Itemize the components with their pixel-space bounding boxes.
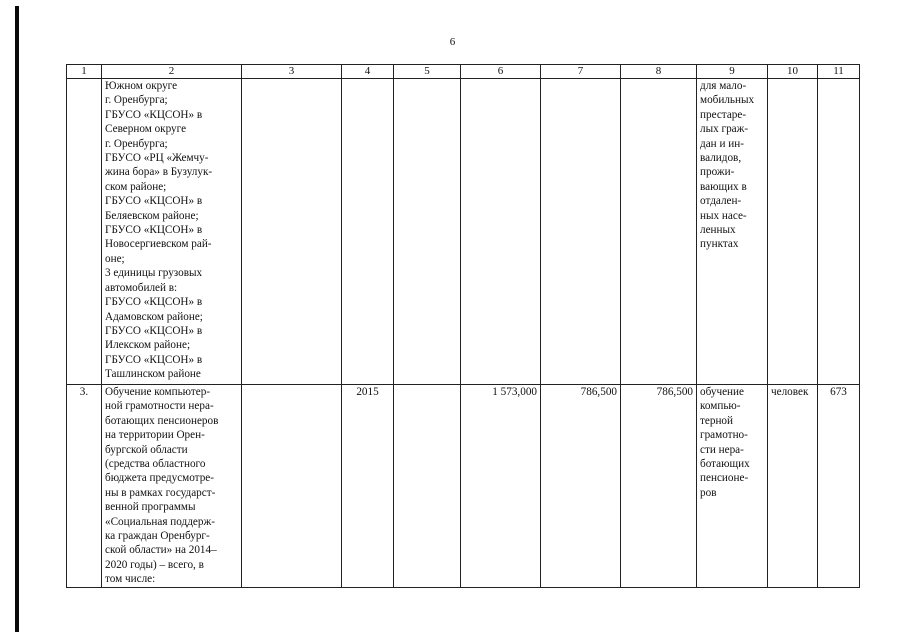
cell-text-line: на территории Орен- bbox=[105, 429, 205, 442]
cell-text-line: ГБУСО «РЦ «Жемчу- bbox=[105, 152, 209, 165]
cell-text-line: вающих в bbox=[700, 180, 747, 193]
cell bbox=[342, 79, 394, 385]
table-header-row bbox=[67, 65, 860, 79]
cell-text-line: ной грамотности нера- bbox=[105, 400, 214, 413]
cell-text-line: лых граж- bbox=[700, 123, 749, 136]
cell bbox=[242, 385, 342, 588]
table-row bbox=[67, 79, 860, 385]
cell-text-line: Адамовском районе; bbox=[105, 310, 203, 323]
cell-description bbox=[102, 385, 242, 588]
cell-text-line: обучение bbox=[700, 386, 744, 398]
page-number: 6 bbox=[449, 36, 456, 48]
cell-text-line: грамотно- bbox=[700, 429, 748, 442]
cell-text-line: 3 единицы грузовых bbox=[105, 267, 203, 280]
cell-unit: человек bbox=[768, 385, 818, 588]
cell-quantity: 673 bbox=[818, 385, 860, 588]
column-header: 9 bbox=[697, 65, 768, 79]
cell-text-line: пенсионе- bbox=[700, 472, 749, 485]
cell-text-line: Беляевском районе; bbox=[105, 209, 199, 222]
column-header: 2 bbox=[102, 65, 242, 79]
cell-text-line: Южном округе bbox=[105, 80, 178, 92]
cell bbox=[394, 79, 461, 385]
cell bbox=[621, 79, 697, 385]
cell-text-line: (средства областного bbox=[105, 458, 206, 471]
cell-text-line: «Социальная поддерж- bbox=[105, 515, 215, 528]
cell-purpose bbox=[697, 79, 768, 385]
cell bbox=[242, 79, 342, 385]
cell-text-line: ГБУСО «КЦСОН» в bbox=[105, 296, 203, 309]
cell-year: 2015 bbox=[342, 385, 394, 588]
cell bbox=[394, 385, 461, 588]
column-header: 3 bbox=[242, 65, 342, 79]
cell-text-line: жина бора» в Бузулук- bbox=[105, 166, 213, 179]
cell-amount: 786,500 bbox=[541, 385, 621, 588]
cell-number: 3. bbox=[67, 385, 102, 588]
column-header: 1 bbox=[67, 65, 102, 79]
cell-text-line: Новосергиевском рай- bbox=[105, 238, 212, 251]
cell-text-line: автомобилей в: bbox=[105, 281, 178, 294]
column-header: 5 bbox=[394, 65, 461, 79]
column-header: 6 bbox=[461, 65, 541, 79]
cell-amount: 786,500 bbox=[621, 385, 697, 588]
column-header: 7 bbox=[541, 65, 621, 79]
cell-text-line: ской области» на 2014– bbox=[105, 544, 217, 557]
cell-text-line: том числе: bbox=[105, 573, 156, 586]
cell-text-line: ных насе- bbox=[700, 209, 747, 222]
scan-binding-edge bbox=[15, 6, 19, 632]
cell-text-line: дан и ин- bbox=[700, 137, 744, 150]
cell-text-line: мобильных bbox=[700, 94, 755, 107]
cell-text-line: ГБУСО «КЦСОН» в bbox=[105, 324, 203, 337]
cell-text-line: отдален- bbox=[700, 195, 742, 208]
cell-text-line: ботающих bbox=[700, 458, 750, 471]
column-header: 8 bbox=[621, 65, 697, 79]
cell-text-line: терной bbox=[700, 414, 734, 427]
cell-text-line: венной программы bbox=[105, 501, 196, 514]
cell-text-line: г. Оренбурга; bbox=[105, 94, 168, 107]
cell-text-line: сти нера- bbox=[700, 443, 744, 456]
table-row bbox=[67, 385, 860, 588]
cell-text-line: Обучение компьютер- bbox=[105, 386, 211, 398]
column-header: 10 bbox=[768, 65, 818, 79]
column-header: 11 bbox=[818, 65, 860, 79]
cell-text-line: оне; bbox=[105, 252, 125, 265]
cell-description bbox=[102, 79, 242, 385]
cell bbox=[768, 79, 818, 385]
cell-number bbox=[67, 79, 102, 385]
data-table bbox=[66, 64, 860, 588]
cell-text-line: ка граждан Оренбург- bbox=[105, 530, 210, 543]
cell-text-line: Илекском районе; bbox=[105, 339, 191, 352]
cell-text-line: валидов, bbox=[700, 152, 742, 165]
column-header: 4 bbox=[342, 65, 394, 79]
cell-text-line: пунктах bbox=[700, 238, 739, 251]
cell-text-line: ском районе; bbox=[105, 180, 167, 193]
cell-text-line: бургской области bbox=[105, 443, 188, 456]
cell-text-line: ГБУСО «КЦСОН» в bbox=[105, 108, 203, 121]
cell-text-line: ГБУСО «КЦСОН» в bbox=[105, 195, 203, 208]
cell bbox=[541, 79, 621, 385]
cell-text-line: бюджета предусмотре- bbox=[105, 472, 214, 485]
cell-amount-total: 1 573,000 bbox=[461, 385, 541, 588]
cell-text-line: 2020 годы) – всего, в bbox=[105, 558, 204, 571]
cell-text-line: г. Оренбурга; bbox=[105, 137, 168, 150]
cell bbox=[461, 79, 541, 385]
cell bbox=[818, 79, 860, 385]
cell-text-line: Ташлинском районе bbox=[105, 368, 201, 381]
cell-text-line: для мало- bbox=[700, 80, 747, 92]
cell-text-line: ленных bbox=[700, 224, 736, 237]
cell-text-line: Северном округе bbox=[105, 123, 187, 136]
cell-text-line: ны в рамках государст- bbox=[105, 486, 216, 499]
cell-text-line: прожи- bbox=[700, 166, 735, 179]
cell-text-line: ГБУСО «КЦСОН» в bbox=[105, 353, 203, 366]
cell-text-line: престаре- bbox=[700, 108, 747, 121]
cell-text-line: ботающих пенсионеров bbox=[105, 414, 219, 427]
cell-text-line: ров bbox=[700, 486, 717, 499]
cell-text-line: ГБУСО «КЦСОН» в bbox=[105, 224, 203, 237]
cell-text-line: компью- bbox=[700, 400, 741, 413]
cell-purpose bbox=[697, 385, 768, 588]
